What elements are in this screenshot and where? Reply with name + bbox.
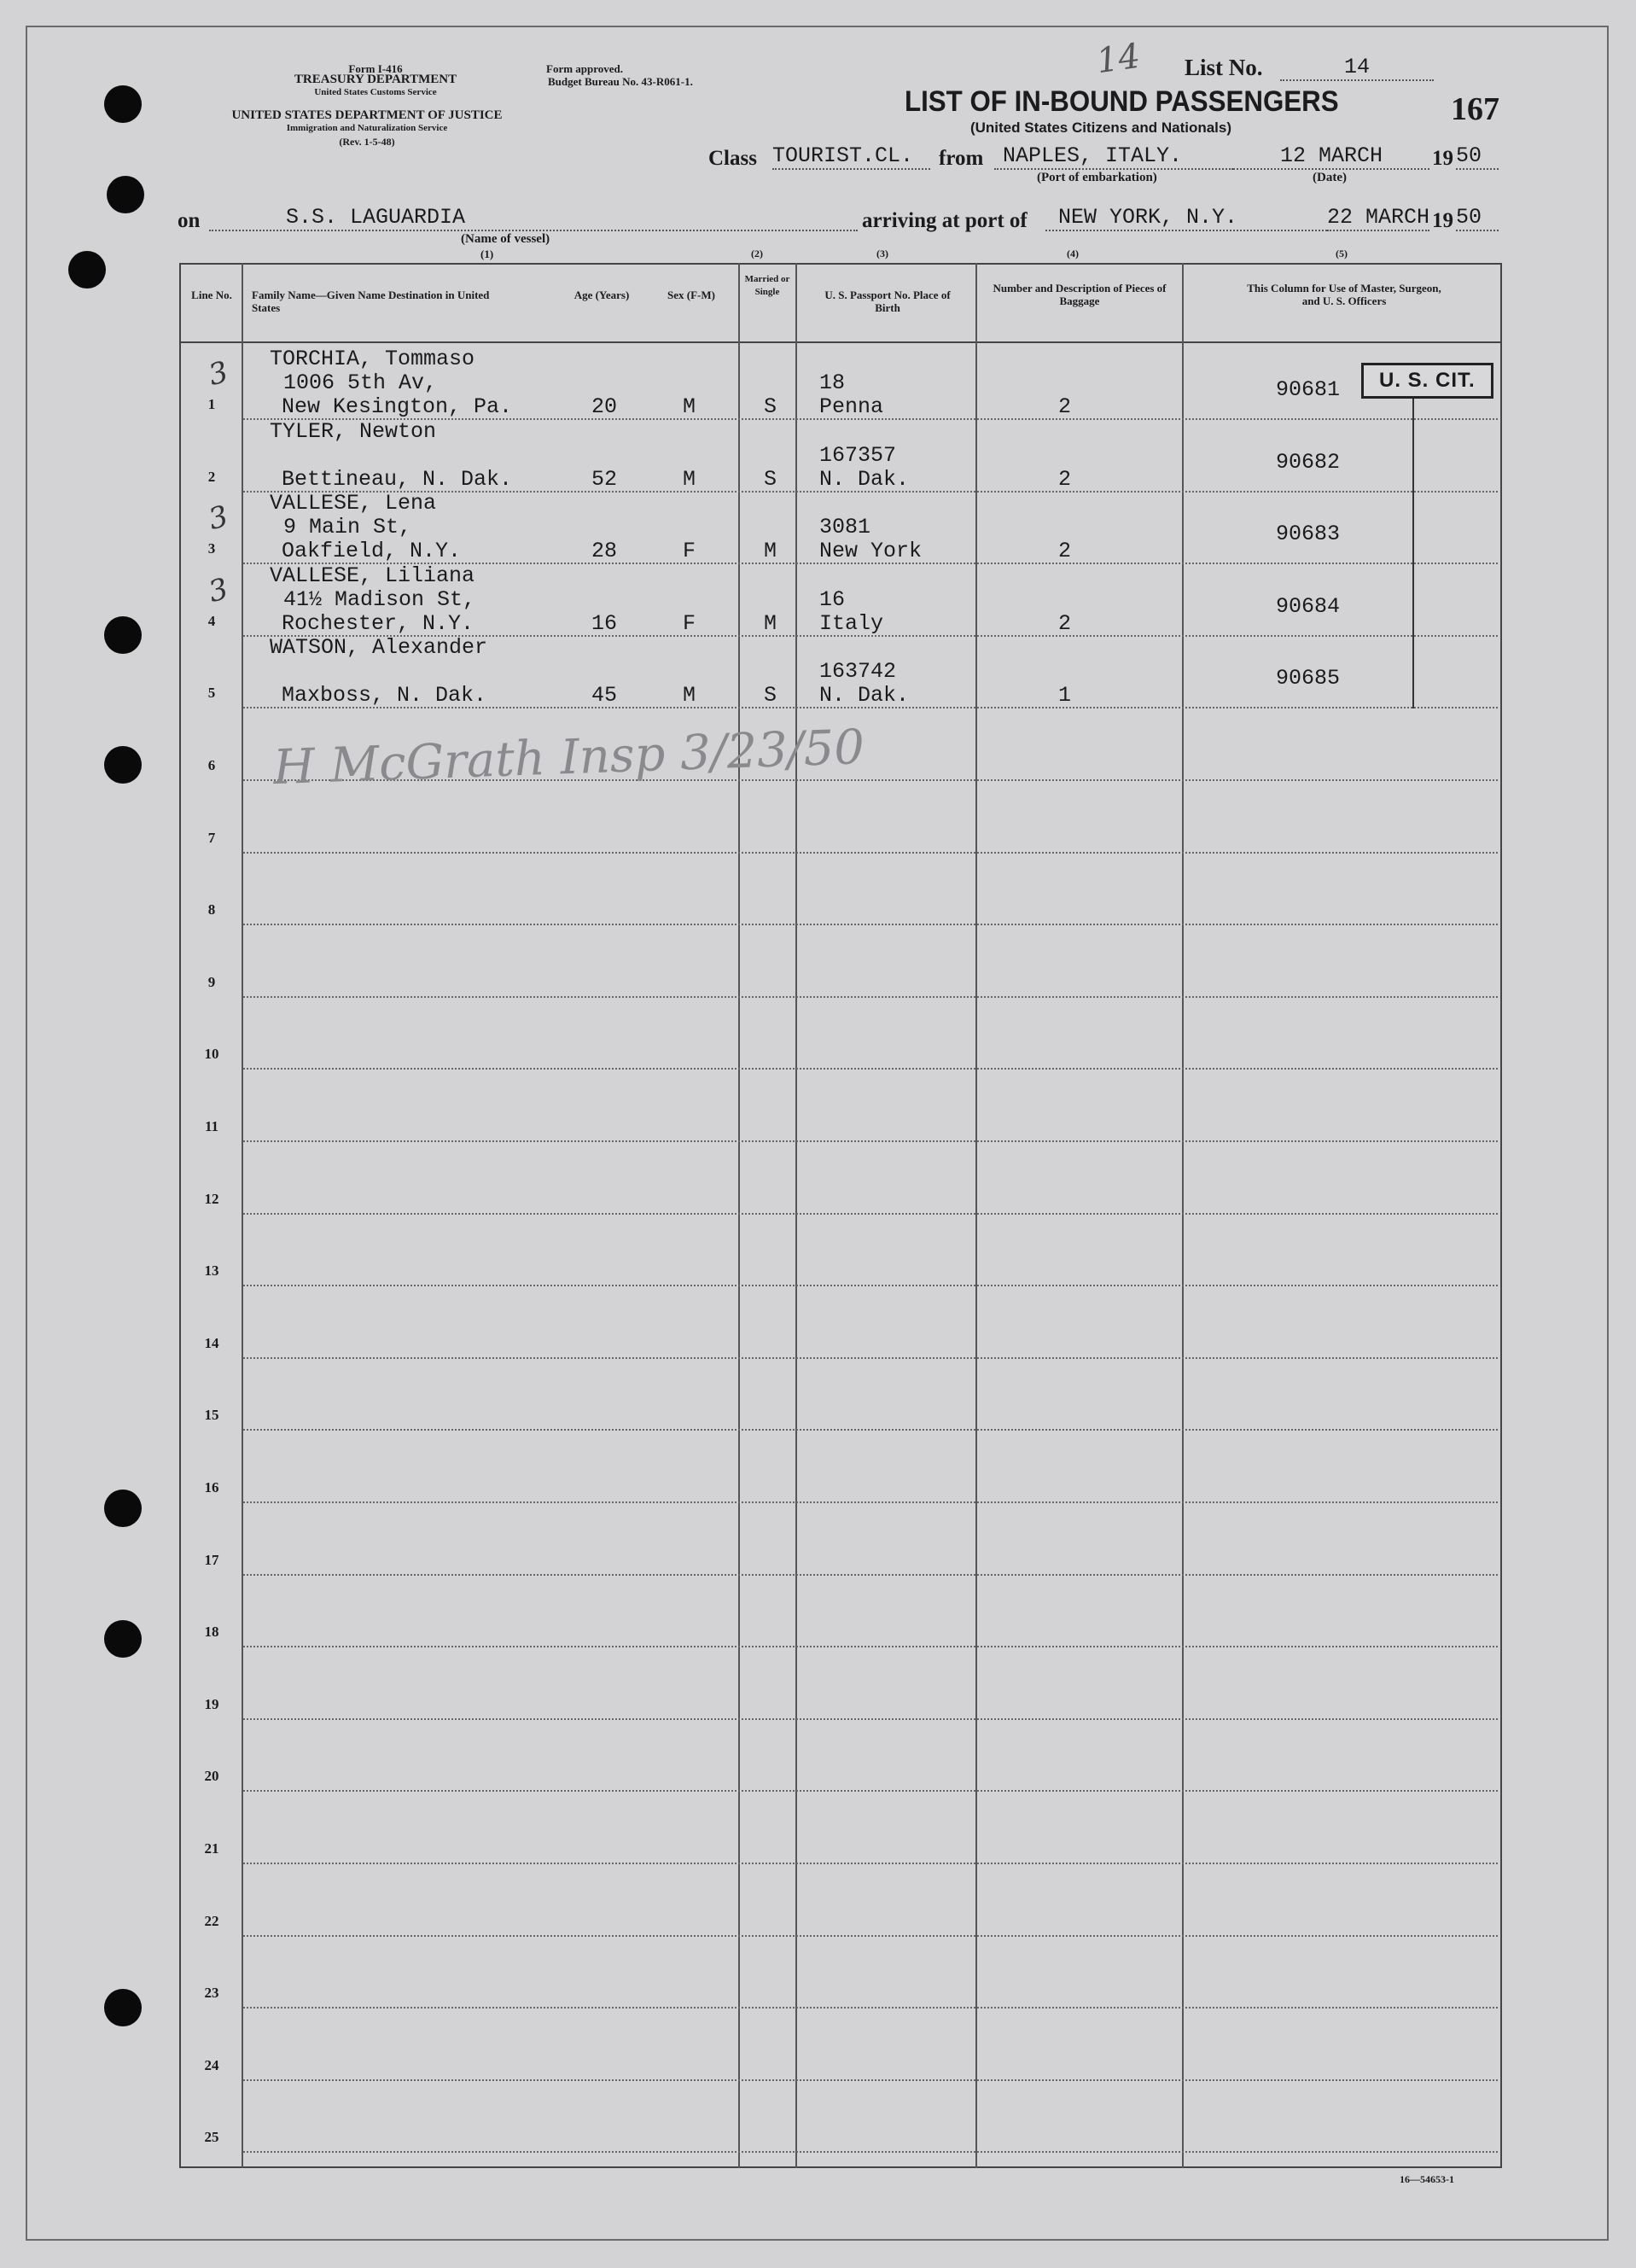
row-line <box>243 1790 1498 1792</box>
year1: 50 <box>1456 143 1499 170</box>
row-line <box>243 1285 1498 1286</box>
passenger-sex: F <box>683 539 696 564</box>
baggage-count: 1 <box>1058 683 1072 708</box>
line-number: 2 <box>207 468 216 485</box>
header-sex: Sex (F-M) <box>667 289 715 301</box>
col-divider <box>1182 263 1184 2168</box>
passenger-name: VALLESE, Lena <box>270 491 437 516</box>
row-line <box>243 1213 1498 1215</box>
passenger-sex: F <box>683 610 696 636</box>
vessel-caption-num: (1) <box>480 248 494 260</box>
line-number: 18 <box>204 1624 219 1641</box>
treasury-dept: TREASURY DEPARTMENT <box>294 73 457 86</box>
passenger-marital: M <box>764 610 777 636</box>
row-line <box>243 996 1498 998</box>
passenger-destination: Bettineau, N. Dak. <box>282 466 513 492</box>
page-subtitle: (United States Citizens and Nationals) <box>969 120 1232 136</box>
col-divider <box>738 263 740 2168</box>
line-number: 17 <box>204 1551 219 1568</box>
officer-number: 90681 <box>1276 377 1341 402</box>
baggage-count: 2 <box>1058 610 1072 636</box>
birthplace: N. Dak. <box>819 683 910 708</box>
justice-dept: UNITED STATES DEPARTMENT OF JUSTICE <box>231 108 503 122</box>
form-number: Form I-416 <box>348 62 403 75</box>
inspector-signature: H McGrath Insp 3/23/50 <box>272 719 865 796</box>
baggage-count: 2 <box>1058 394 1072 419</box>
binder-hole <box>107 176 144 213</box>
passport-number: 167357 <box>819 442 897 468</box>
row-line <box>243 1574 1498 1576</box>
date-caption: (Date) <box>1313 171 1347 184</box>
passenger-marital: S <box>764 683 777 708</box>
line-number: 5 <box>207 685 216 702</box>
col-num-4: (4) <box>1067 248 1079 259</box>
header-officers: This Column for Use of Master, Surgeon, and U. S. Officers <box>1247 282 1441 307</box>
passport-number: 16 <box>819 586 846 612</box>
birthplace: Penna <box>819 394 884 419</box>
from-label: from <box>939 147 984 170</box>
officer-number: 90684 <box>1276 593 1341 619</box>
col-divider <box>795 263 797 2168</box>
line-number: 25 <box>204 2129 219 2146</box>
embark-date: 12 MARCH <box>1233 143 1429 170</box>
row-line <box>243 924 1498 925</box>
customs-service: United States Customs Service <box>314 87 437 97</box>
year1-prefix: 19 <box>1432 147 1453 170</box>
birthplace: New York <box>819 539 923 564</box>
class-label: Class <box>708 147 757 170</box>
footer-code: 16—54653-1 <box>1400 2173 1454 2185</box>
row-line <box>243 1935 1498 1937</box>
passenger-address: 41½ Madison St, <box>283 586 476 612</box>
line-number: 14 <box>204 1334 219 1351</box>
passenger-sex: M <box>683 466 696 492</box>
vessel-caption: (Name of vessel) <box>461 232 550 246</box>
officer-number: 90682 <box>1276 449 1341 475</box>
row-line <box>243 852 1498 854</box>
passenger-marital: S <box>764 466 777 492</box>
class-value: TOURIST.CL. <box>772 143 930 170</box>
col-num-3: (3) <box>876 248 888 259</box>
page-title: LIST OF IN-BOUND PASSENGERS <box>905 85 1339 118</box>
passenger-destination: Oakfield, N.Y. <box>282 539 462 564</box>
header-passport: U. S. Passport No. Place of Birth <box>824 289 951 314</box>
header-age: Age (Years) <box>573 289 630 301</box>
line-number: 11 <box>204 1118 219 1134</box>
col-num-2: (2) <box>751 248 763 259</box>
vessel-name: S.S. LAGUARDIA <box>209 205 858 231</box>
line-number: 15 <box>204 1407 219 1424</box>
passenger-age: 20 <box>591 394 618 419</box>
passenger-age: 16 <box>591 610 618 636</box>
passenger-destination: New Kesington, Pa. <box>282 394 513 419</box>
birthplace: Italy <box>819 610 884 636</box>
header-name: Family Name—Given Name Destination in United States <box>252 289 490 314</box>
officer-bracket <box>1412 384 1414 708</box>
row-line <box>243 1501 1498 1503</box>
arrival-date: 22 MARCH <box>1327 205 1430 230</box>
line-number: 22 <box>204 1912 219 1929</box>
list-no-label: List No. <box>1185 55 1263 80</box>
row-line <box>243 1068 1498 1070</box>
officer-number: 90683 <box>1276 522 1341 547</box>
header-married: Married or Single <box>744 274 790 297</box>
header-line-no: Line No. <box>191 289 232 301</box>
form-approved: Form approved. <box>546 62 624 75</box>
year2: 50 <box>1456 205 1499 231</box>
binder-hole <box>104 85 142 123</box>
passenger-destination: Rochester, N.Y. <box>282 610 474 636</box>
line-number: 1 <box>207 396 216 412</box>
row-line <box>243 2151 1498 2153</box>
port-caption: (Port of embarkation) <box>1037 171 1157 184</box>
col-num-5: (5) <box>1336 248 1348 259</box>
binder-hole <box>104 1989 142 2026</box>
row-line <box>243 1357 1498 1359</box>
arriving-label: arriving at port of <box>862 209 1028 232</box>
header-baggage: Number and Description of Pieces of Baggage <box>993 282 1167 307</box>
passenger-destination: Maxboss, N. Dak. <box>282 683 487 708</box>
line-number: 21 <box>204 1840 219 1857</box>
line-number: 4 <box>207 612 216 629</box>
row-line <box>243 1140 1498 1142</box>
birthplace: N. Dak. <box>819 466 910 492</box>
binder-hole <box>104 1620 142 1658</box>
row-line <box>243 1429 1498 1431</box>
passenger-address: 9 Main St, <box>283 515 412 540</box>
col-divider <box>975 263 977 2168</box>
binder-hole <box>104 746 142 784</box>
check-mark: 3 <box>205 571 232 609</box>
on-label: on <box>178 209 201 232</box>
check-mark: 3 <box>205 499 232 538</box>
line-number: 6 <box>207 757 216 773</box>
passenger-age: 45 <box>591 683 618 708</box>
row-line <box>243 1718 1498 1720</box>
passenger-age: 52 <box>591 466 618 492</box>
row-line <box>243 1863 1498 1864</box>
from-value: NAPLES, ITALY. <box>994 143 1233 170</box>
passenger-age: 28 <box>591 539 618 564</box>
line-number: 12 <box>204 1190 219 1207</box>
baggage-count: 2 <box>1058 466 1072 492</box>
line-number: 24 <box>204 2056 219 2073</box>
revision: (Rev. 1-5-48) <box>339 136 395 148</box>
page-number: 167 <box>1451 91 1499 127</box>
passport-number: 18 <box>819 370 846 395</box>
passenger-address: 1006 5th Av, <box>283 370 438 395</box>
passenger-name: TORCHIA, Tommaso <box>270 347 475 371</box>
passenger-sex: M <box>683 683 696 708</box>
line-number: 13 <box>204 1262 219 1280</box>
row-line <box>243 1646 1498 1647</box>
baggage-count: 2 <box>1058 539 1072 564</box>
line-number: 10 <box>204 1046 219 1063</box>
passenger-marital: M <box>764 539 777 564</box>
line-number: 16 <box>204 1479 219 1495</box>
passenger-marital: S <box>764 394 777 419</box>
col-divider <box>242 263 243 2168</box>
line-number: 7 <box>207 829 216 846</box>
binder-hole <box>104 1490 142 1527</box>
binder-hole <box>104 616 142 654</box>
line-number: 3 <box>207 540 216 557</box>
passenger-name: TYLER, Newton <box>270 418 437 444</box>
line-number: 20 <box>204 1768 219 1785</box>
officer-number: 90685 <box>1276 666 1341 691</box>
row-line <box>243 2007 1498 2009</box>
year2-prefix: 19 <box>1432 209 1453 232</box>
row-line <box>243 2079 1498 2081</box>
list-no-value: 14 <box>1280 55 1434 81</box>
line-number: 9 <box>207 973 216 990</box>
budget-bureau: Budget Bureau No. 43-R061-1. <box>548 75 693 88</box>
line-number: 23 <box>204 1985 219 2002</box>
passport-number: 163742 <box>819 659 897 685</box>
check-mark: 3 <box>205 354 232 394</box>
passenger-sex: M <box>683 394 696 419</box>
passenger-name: VALLESE, Liliana <box>270 563 475 588</box>
arrival-port: NEW YORK, N.Y. <box>1045 205 1327 231</box>
list-no-handwritten: 14 <box>1094 36 1143 82</box>
line-number: 19 <box>204 1695 219 1712</box>
binder-hole <box>68 251 106 289</box>
passenger-name: WATSON, Alexander <box>270 635 488 661</box>
line-number: 8 <box>207 901 216 918</box>
us-citizen-stamp: U. S. CIT. <box>1361 363 1493 399</box>
header-separator <box>179 341 1502 343</box>
passport-number: 3081 <box>819 515 871 540</box>
ins-service: Immigration and Naturalization Service <box>286 123 448 133</box>
